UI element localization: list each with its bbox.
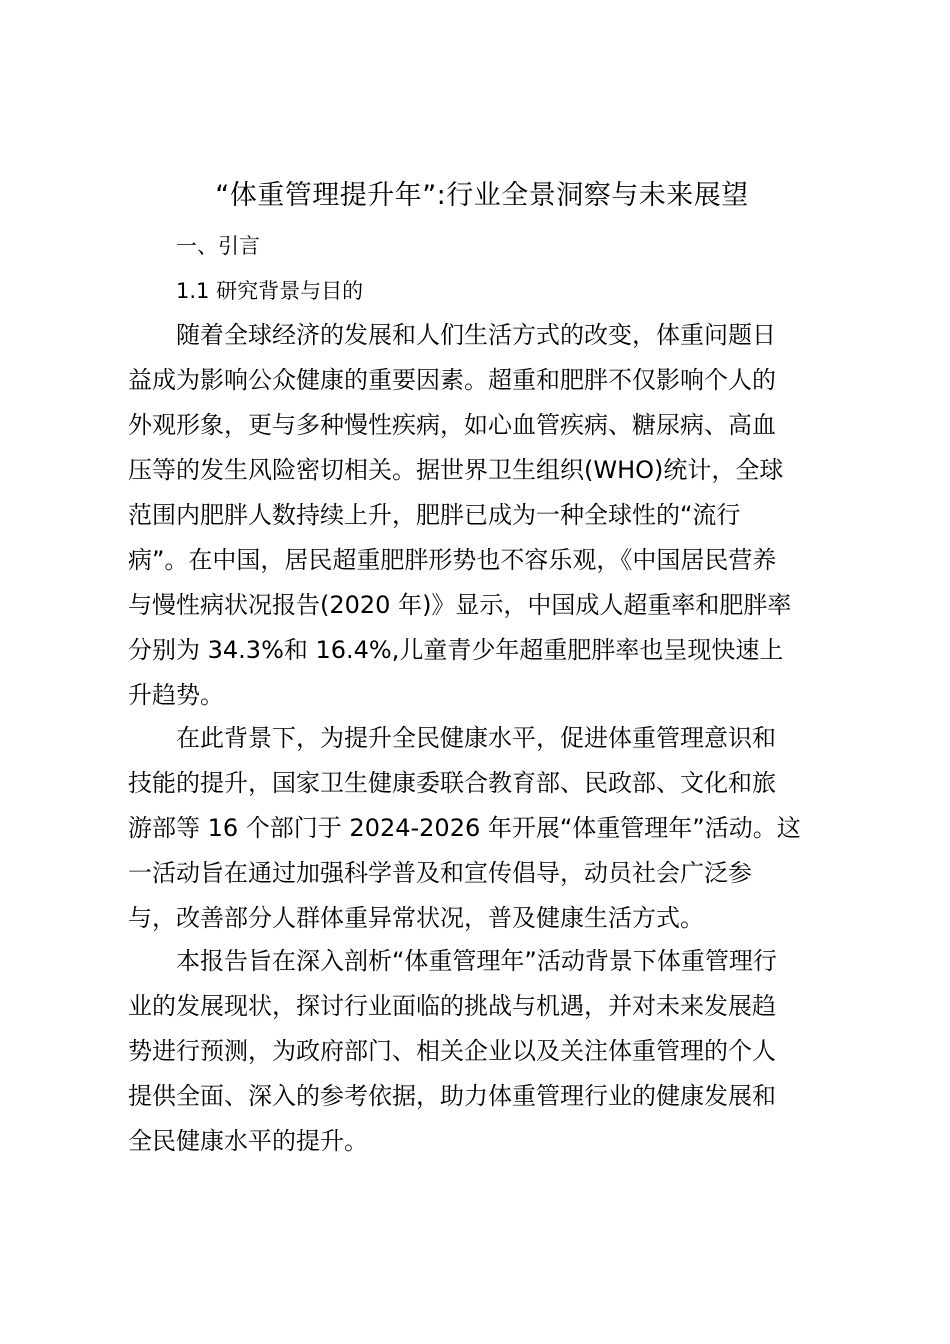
paragraph-line: 势进行预测，为政府部门、相关企业以及关注体重管理的个人 <box>128 1037 776 1065</box>
section-heading: 一、引言 <box>176 234 260 258</box>
paragraph-line: 技能的提升，国家卫生健康委联合教育部、民政部、文化和旅 <box>128 769 776 797</box>
paragraph-line: 游部等 16 个部门于 2024-2026 年开展“体重管理年”活动。这 <box>128 814 801 842</box>
paragraph-line: 与，改善部分人群体重异常状况，普及健康生活方式。 <box>128 904 704 932</box>
paragraph-line: 与慢性病状况报告(2020 年)》显示，中国成人超重率和肥胖率 <box>128 591 792 619</box>
paragraph-line: 压等的发生风险密切相关。据世界卫生组织(WHO)统计，全球 <box>128 456 784 484</box>
subsection-heading: 1.1 研究背景与目的 <box>176 279 364 303</box>
paragraph-line: 提供全面、深入的参考依据，助力体重管理行业的健康发展和 <box>128 1082 776 1110</box>
paragraph-line: 分别为 34.3%和 16.4%,儿童青少年超重肥胖率也呈现快速上 <box>128 636 784 664</box>
paragraph-line: 益成为影响公众健康的重要因素。超重和肥胖不仅影响个人的 <box>128 366 776 394</box>
paragraph-line: 随着全球经济的发展和人们生活方式的改变，体重问题日 <box>176 321 776 349</box>
paragraph-line: 病”。在中国，居民超重肥胖形势也不容乐观，《中国居民营养 <box>128 546 777 574</box>
document-title: “体重管理提升年”:行业全景洞察与未来展望 <box>215 180 749 211</box>
paragraph-line: 在此背景下，为提升全民健康水平，促进体重管理意识和 <box>176 724 776 752</box>
paragraph-line: 全民健康水平的提升。 <box>128 1127 368 1155</box>
paragraph-line: 本报告旨在深入剖析“体重管理年”活动背景下体重管理行 <box>176 947 777 975</box>
paragraph-line: 外观形象，更与多种慢性疾病，如心血管疾病、糖尿病、高血 <box>128 411 776 439</box>
paragraph-line: 范围内肥胖人数持续上升，肥胖已成为一种全球性的“流行 <box>128 501 741 529</box>
paragraph-line: 一活动旨在通过加强科学普及和宣传倡导，动员社会广泛参 <box>128 859 752 887</box>
paragraph-line: 升趋势。 <box>128 681 224 709</box>
paragraph-line: 业的发展现状，探讨行业面临的挑战与机遇，并对未来发展趋 <box>128 992 776 1020</box>
